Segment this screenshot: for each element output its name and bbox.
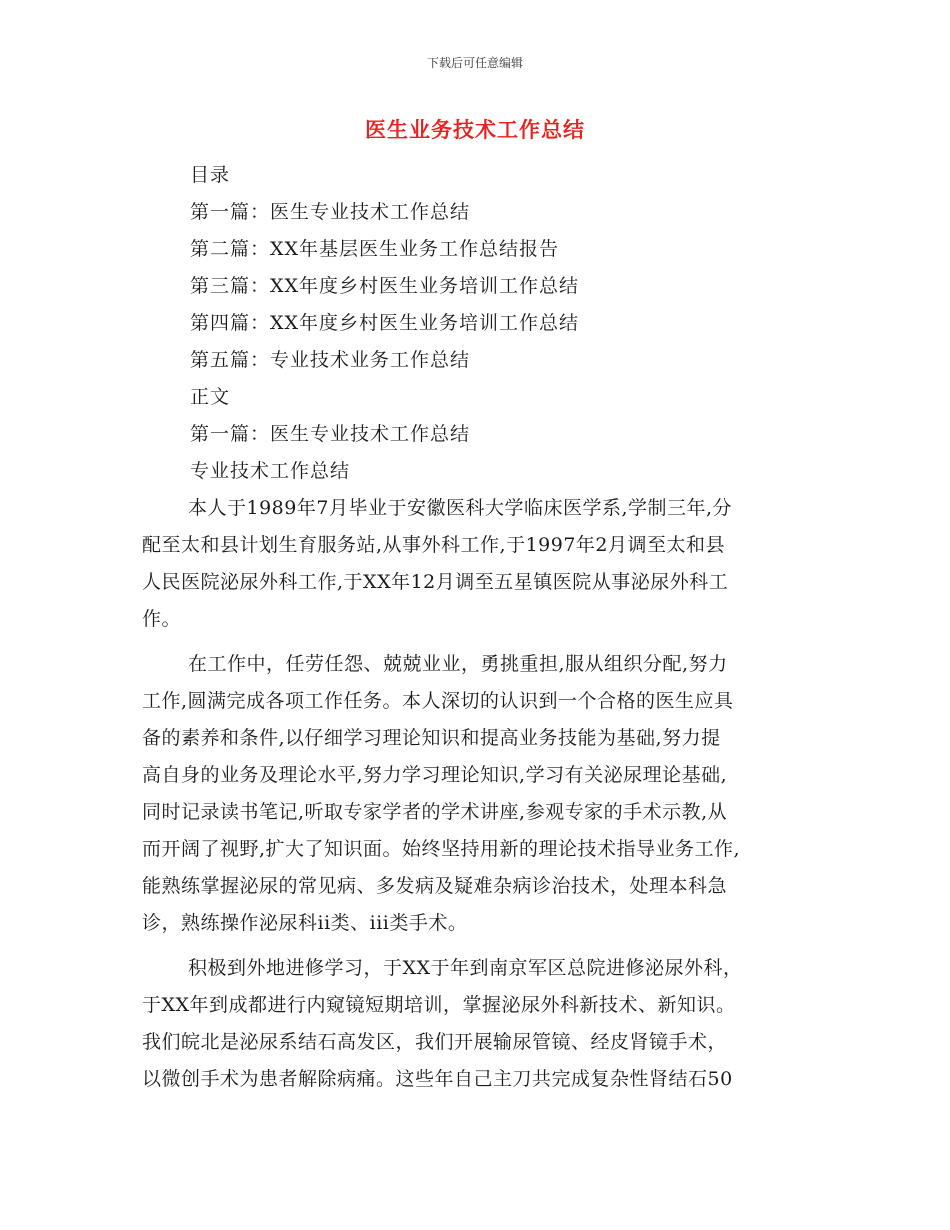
paragraph xyxy=(142,646,817,942)
toc-heading: 目录 xyxy=(190,164,231,186)
paragraph-line: 人民医院泌尿外科工作,于XX年12月调至五星镇医院从事泌尿外科工 xyxy=(142,571,729,593)
paragraph-line: 同时记录读书笔记,听取专家学者的学术讲座,参观专家的手术示教,从 xyxy=(142,801,728,823)
table-of-contents xyxy=(190,157,830,490)
paragraph-line: 在工作中，任劳任怨、兢兢业业，勇挑重担,服从组织分配,努力 xyxy=(188,653,728,675)
paragraph xyxy=(142,950,817,1098)
toc-item: 第一篇：医生专业技术工作总结 xyxy=(190,201,471,223)
body-heading: 正文 xyxy=(190,386,231,408)
paragraph-line: 诊，熟练操作泌尿科ii类、iii类手术。 xyxy=(142,912,468,934)
paragraph-line: 我们皖北是泌尿系结石高发区，我们开展输尿管镜、经皮肾镜手术， xyxy=(142,1031,728,1053)
paragraph-line: 以微创手术为患者解除病痛。这些年自己主刀共完成复杂性肾结石50 xyxy=(142,1068,733,1090)
paragraph-line: 工作,圆满完成各项工作任务。本人深切的认识到一个合格的医生应具 xyxy=(142,690,734,712)
toc-item: 第四篇：XX年度乡村医生业务培训工作总结 xyxy=(190,312,580,334)
paragraph xyxy=(142,490,817,638)
toc-item: 第三篇：XX年度乡村医生业务培训工作总结 xyxy=(190,275,580,297)
paragraph-line: 于XX年到成都进行内窥镜短期培训，掌握泌尿外科新技术、新知识。 xyxy=(142,994,736,1016)
paragraph-line: 配至太和县计划生育服务站,从事外科工作,于1997年2月调至太和县 xyxy=(142,534,726,556)
header-note: 下载后可任意编辑 xyxy=(426,56,523,70)
paragraph-line: 能熟练掌握泌尿的常见病、多发病及疑难杂病诊治技术，处理本科急 xyxy=(142,875,728,897)
toc-item: 第二篇：XX年基层医生业务工作总结报告 xyxy=(190,238,560,260)
paragraph-line: 积极到外地进修学习，于XX于年到南京军区总院进修泌尿外科， xyxy=(188,957,743,979)
paragraph-line: 而开阔了视野,扩大了知识面。始终坚持用新的理论技术指导业务工作, xyxy=(142,838,741,860)
paragraph-line: 本人于1989年7月毕业于安徽医科大学临床医学系,学制三年,分 xyxy=(188,497,733,519)
section-subheading: 专业技术工作总结 xyxy=(190,460,351,482)
paragraph-line: 作。 xyxy=(142,608,182,630)
body-text xyxy=(142,490,817,1106)
paragraph-line: 高自身的业务及理论水平,努力学习理论知识,学习有关泌尿理论基础, xyxy=(142,764,728,786)
toc-item: 第五篇：专业技术业务工作总结 xyxy=(190,349,471,371)
paragraph-line: 备的素养和条件,以仔细学习理论知识和提高业务技能为基础,努力提 xyxy=(142,727,721,749)
chapter-heading: 第一篇：医生专业技术工作总结 xyxy=(190,423,471,445)
document-title: 医生业务技术工作总结 xyxy=(365,117,585,142)
